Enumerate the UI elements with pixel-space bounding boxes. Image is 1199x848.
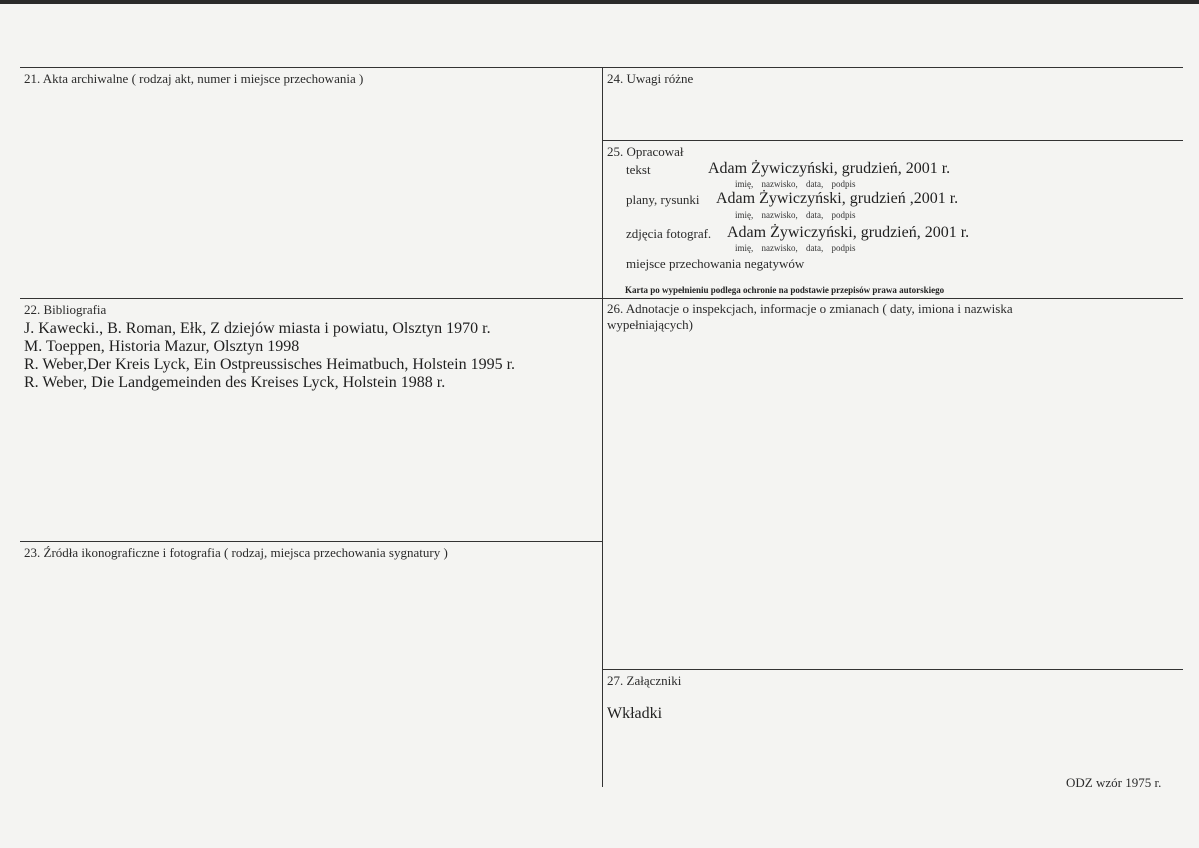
section-22-label: 22. Bibliografia bbox=[24, 302, 107, 317]
copyright-note: Karta po wypełnieniu podlega ochronie na podstawie przepisów prawa autorskiego bbox=[625, 285, 945, 295]
rule-24-25 bbox=[602, 140, 1183, 141]
tekst-label: tekst bbox=[626, 162, 651, 177]
bibliography-entry: R. Weber, Die Landgemeinden des Kreises Lyck, Holstein 1988 r. bbox=[24, 374, 446, 391]
center-divider bbox=[602, 67, 603, 787]
bibliography-entry: M. Toeppen, Historia Mazur, Olsztyn 1998 bbox=[24, 338, 300, 355]
plany-author: Adam Żywiczyński, grudzień ,2001 r. bbox=[716, 190, 959, 207]
bibliography-entry: R. Weber,Der Kreis Lyck, Ein Ostpreussisches Heimatbuch, Holstein 1995 r. bbox=[24, 356, 516, 373]
tekst-caption: imię, nazwisko, data, podpis bbox=[735, 179, 856, 189]
section-23-label: 23. Źródła ikonograficzne i fotografia ( rodzaj, miejsca przechowania sygnatury ) bbox=[24, 545, 448, 560]
section-21-label: 21. Akta archiwalne ( rodzaj akt, numer i miejsce przechowania ) bbox=[24, 71, 364, 86]
section-24-label: 24. Uwagi różne bbox=[607, 71, 694, 86]
section-27-label: 27. Załączniki bbox=[607, 673, 682, 688]
bibliography-list bbox=[24, 320, 515, 392]
zdjecia-caption: imię, nazwisko, data, podpis bbox=[735, 243, 856, 253]
tekst-author: Adam Żywiczyński, grudzień, 2001 r. bbox=[708, 160, 951, 177]
bibliography-entry: J. Kawecki., B. Roman, Ełk, Z dziejów miasta i powiatu, Olsztyn 1970 r. bbox=[24, 320, 491, 337]
scan-top-edge bbox=[0, 0, 1199, 4]
attachments-value: Wkładki bbox=[607, 705, 663, 722]
negatives-location-label: miejsce przechowania negatywów bbox=[626, 256, 805, 271]
section-26-label-continued: wypełniających) bbox=[607, 317, 693, 332]
plany-caption: imię, nazwisko, data, podpis bbox=[735, 210, 856, 220]
rule-22-23 bbox=[20, 541, 602, 542]
rule-26-27 bbox=[602, 669, 1183, 670]
zdjecia-author: Adam Żywiczyński, grudzień, 2001 r. bbox=[727, 224, 970, 241]
section-25-label: 25. Opracował bbox=[607, 144, 684, 159]
section-26-label: 26. Adnotacje o inspekcjach, informacje o zmianach ( daty, imiona i nazwiska bbox=[607, 301, 1013, 316]
rule-21-22 bbox=[20, 298, 1183, 299]
form-identifier: ODZ wzór 1975 r. bbox=[1066, 775, 1162, 790]
plany-label: plany, rysunki bbox=[626, 192, 700, 207]
zdjecia-label: zdjęcia fotograf. bbox=[626, 226, 712, 241]
